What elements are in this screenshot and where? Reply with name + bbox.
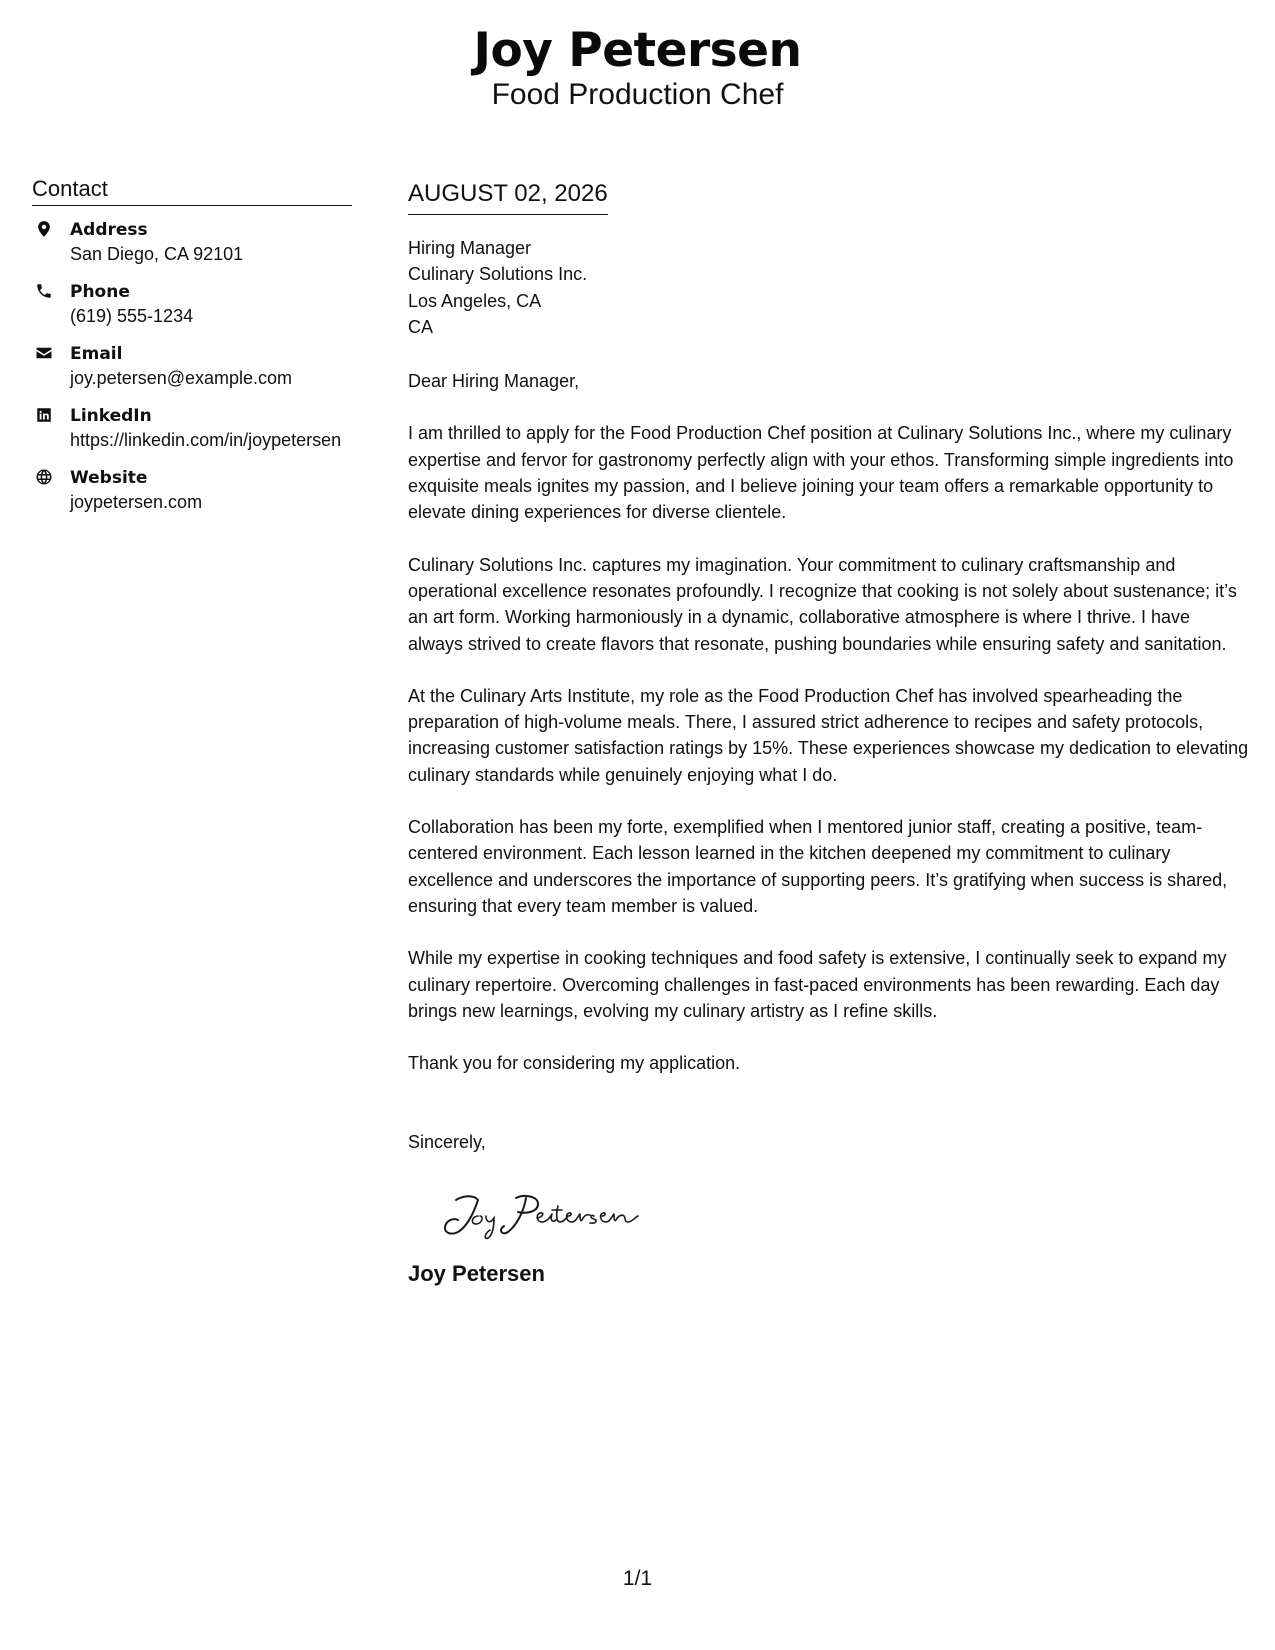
envelope-icon — [32, 342, 56, 362]
globe-icon — [32, 466, 56, 486]
contact-item-linkedin — [32, 404, 352, 453]
candidate-title: Food Production Chef — [491, 78, 784, 111]
phone-icon — [32, 280, 56, 300]
handwritten-signature — [434, 1186, 654, 1242]
contact-item-website — [32, 466, 352, 515]
contact-sidebar — [32, 175, 352, 528]
recipient-block — [408, 235, 1250, 340]
paragraph: Culinary Solutions Inc. captures my imagination. Your commitment to culinary craftsmanship and operational excellence resonates profoundly. I recognize that cooking is not solely about sustenance; it’s an art form. Working harmoniously in a dynamic, collaborative atmosphere is where I thrive. I have always strived to create flavors that resonate, pushing boundaries while ensuring safety and sanitation. — [408, 554, 1237, 654]
recipient-line: Los Angeles, CA — [408, 290, 542, 311]
email-value: joy.petersen@example.com — [70, 368, 293, 388]
contact-label: Address — [70, 220, 148, 240]
map-pin-icon — [32, 218, 56, 238]
letter-date: AUGUST 02, 2026 — [408, 178, 608, 215]
letter-body — [408, 178, 1250, 1288]
paragraph: I am thrilled to apply for the Food Production Chef position at Culinary Solutions Inc., where my culinary expertise and fervor for gastronomy perfectly align with your ethos. Transforming simple ingredients into exquisite meals ignites my passion, and I believe joining your team offers a remarkable opportunity to elevate dining experiences for diverse clientele. — [408, 423, 1234, 523]
header — [0, 22, 1275, 112]
paragraph: At the Culinary Arts Institute, my role as the Food Production Chef has involved spearheading the preparation of high-volume meals. There, I assured strict adherence to recipes and safety protocols, increasing customer satisfaction ratings by 15%. These experiences showcase my dedication to elevating culinary standards while genuinely enjoying what I do. — [408, 685, 1249, 785]
contact-label: Phone — [70, 282, 130, 302]
candidate-name: Joy Petersen — [473, 23, 802, 78]
paragraph: While my expertise in cooking techniques and food safety is extensive, I continually seek to expand my culinary repertoire. Overcoming challenges in fast-paced environments has been rewarding. Each day brings new learnings, evolving my culinary artistry as I refine skills. — [408, 948, 1227, 1021]
paragraph: Thank you for considering my application. — [408, 1053, 741, 1074]
contact-item-address — [32, 218, 352, 267]
page-number: 1/1 — [622, 1567, 653, 1590]
phone-value: (619) 555-1234 — [70, 306, 194, 326]
recipient-line: Hiring Manager — [408, 238, 532, 258]
recipient-line: Culinary Solutions Inc. — [408, 264, 588, 285]
contact-item-email — [32, 342, 352, 391]
signature-image — [434, 1186, 1250, 1242]
salutation: Dear Hiring Manager, — [408, 371, 580, 392]
contact-heading: Contact — [32, 175, 352, 206]
website-value: joypetersen.com — [70, 492, 203, 512]
linkedin-value: https://linkedin.com/in/joypetersen — [70, 430, 342, 450]
paragraph: Collaboration has been my forte, exemplified when I mentored junior staff, creating a positive, team-centered environment. Each lesson learned in the kitchen deepened my commitment to culinary excellence and underscores the importance of supporting peers. It’s gratifying when success is shared, ensuring that every team member is valued. — [408, 817, 1228, 916]
closing: Sincerely, — [408, 1132, 486, 1153]
contact-item-phone — [32, 280, 352, 329]
linkedin-icon — [32, 404, 56, 424]
signed-name: Joy Petersen — [408, 1260, 545, 1286]
contact-label: Email — [70, 344, 123, 364]
address-value: San Diego, CA 92101 — [70, 244, 244, 264]
contact-label: Website — [70, 468, 148, 488]
recipient-line: CA — [408, 316, 434, 337]
contact-label: LinkedIn — [70, 406, 152, 426]
